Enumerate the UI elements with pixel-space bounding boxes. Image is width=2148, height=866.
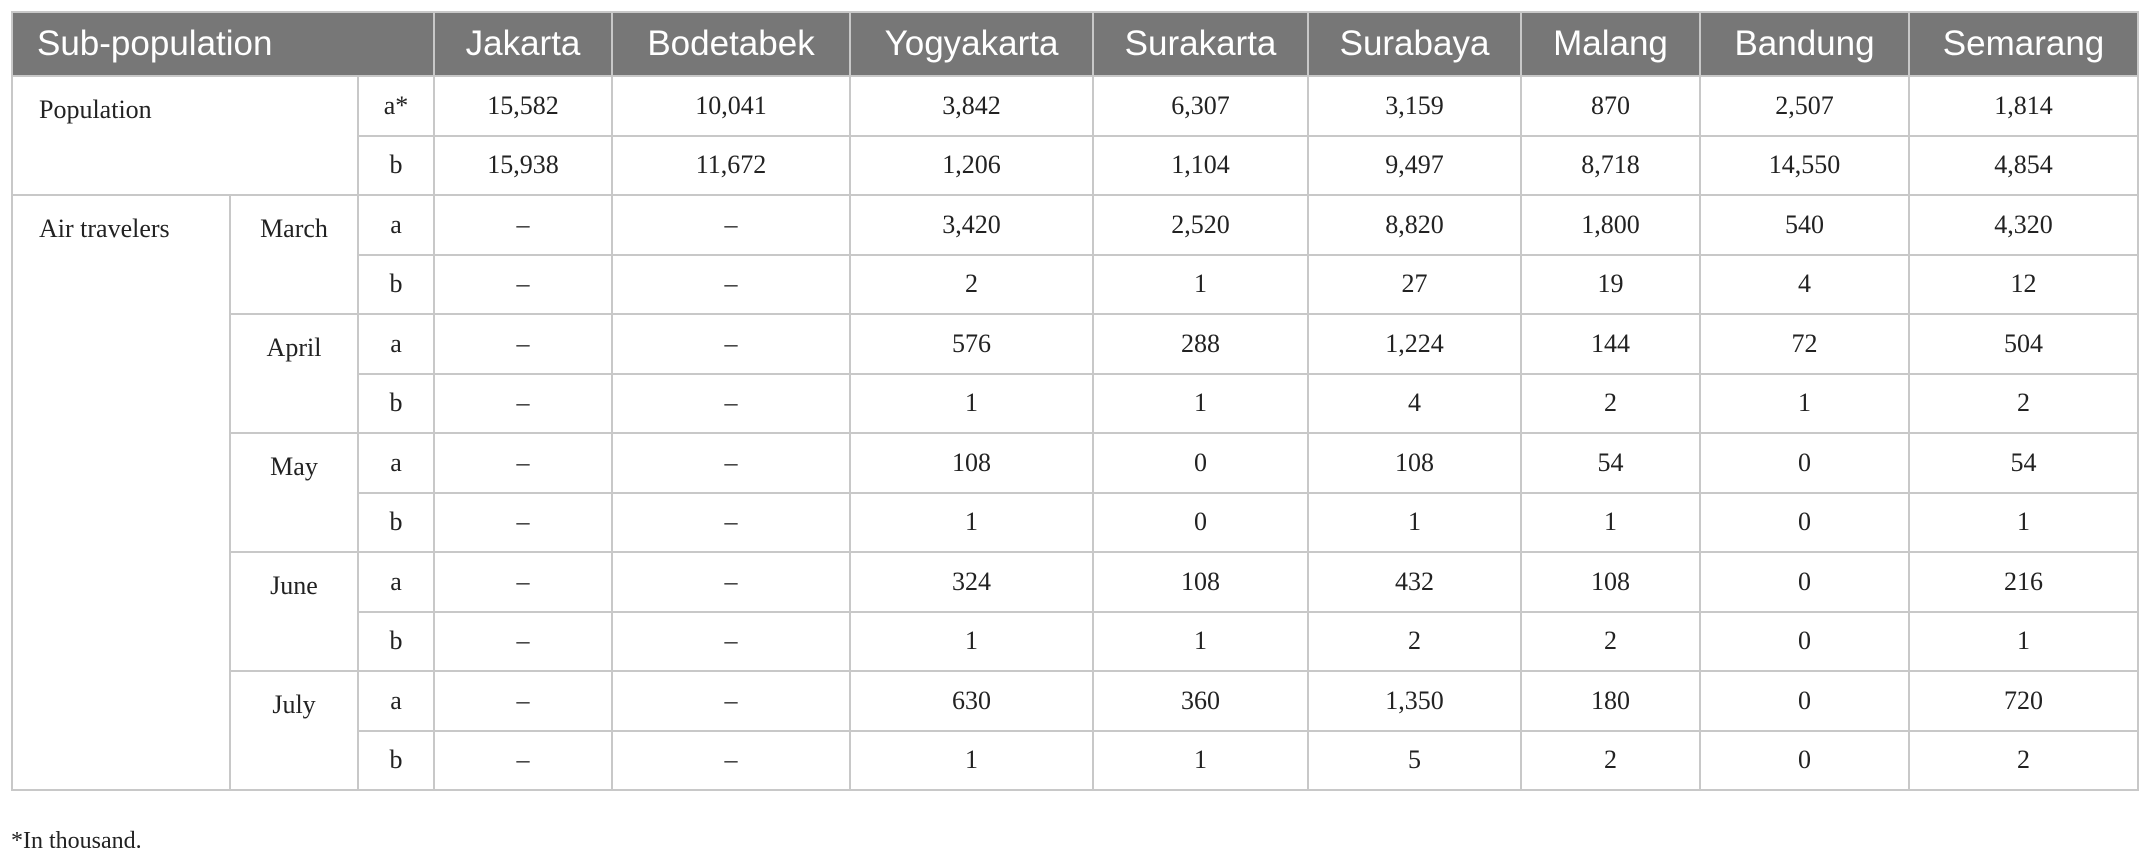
- sub-label: a: [358, 433, 434, 493]
- table-cell: –: [434, 433, 612, 493]
- sub-label: a: [358, 671, 434, 731]
- table-cell: 288: [1093, 314, 1308, 374]
- data-table: [11, 11, 2139, 791]
- table-cell: –: [612, 195, 850, 255]
- table-cell: 0: [1700, 493, 1909, 553]
- table-cell: –: [612, 731, 850, 791]
- header-city: Malang: [1521, 12, 1700, 76]
- table-cell: 12: [1909, 255, 2138, 315]
- table-cell: 5: [1308, 731, 1521, 791]
- table-cell: 1: [1093, 374, 1308, 434]
- table-cell: 540: [1700, 195, 1909, 255]
- sub-label: b: [358, 136, 434, 196]
- header-subpopulation: Sub-population: [12, 12, 434, 76]
- table-cell: 144: [1521, 314, 1700, 374]
- table-cell: 630: [850, 671, 1093, 731]
- table-cell: 0: [1700, 552, 1909, 612]
- table-cell: 1,350: [1308, 671, 1521, 731]
- table-cell: –: [612, 314, 850, 374]
- sub-label: a: [358, 552, 434, 612]
- table-cell: 2: [1909, 374, 2138, 434]
- sub-label: b: [358, 731, 434, 791]
- table-cell: 0: [1700, 731, 1909, 791]
- table-cell: 0: [1093, 493, 1308, 553]
- sub-label: a: [358, 314, 434, 374]
- table-cell: –: [434, 552, 612, 612]
- table-cell: 108: [850, 433, 1093, 493]
- table-cell: 576: [850, 314, 1093, 374]
- table-cell: 1: [850, 374, 1093, 434]
- table-cell: 1: [1909, 612, 2138, 672]
- sub-label: b: [358, 255, 434, 315]
- table-cell: 1: [1093, 255, 1308, 315]
- sub-label: b: [358, 612, 434, 672]
- month-label: June: [230, 552, 358, 671]
- table-cell: –: [612, 493, 850, 553]
- table-cell: 2: [850, 255, 1093, 315]
- table-cell: 4,320: [1909, 195, 2138, 255]
- table-cell: 1: [1093, 612, 1308, 672]
- table-cell: 3,842: [850, 76, 1093, 136]
- table-cell: 108: [1521, 552, 1700, 612]
- footnote: *In thousand.: [11, 828, 142, 854]
- table-row: [12, 76, 2138, 136]
- month-label: July: [230, 671, 358, 790]
- table-cell: 19: [1521, 255, 1700, 315]
- table-cell: –: [434, 671, 612, 731]
- table-row: [12, 671, 2138, 731]
- table-cell: 10,041: [612, 76, 850, 136]
- table-cell: –: [434, 731, 612, 791]
- table-cell: 2: [1909, 731, 2138, 791]
- air-travelers-label: Air travelers: [12, 195, 230, 790]
- table-cell: 9,497: [1308, 136, 1521, 196]
- header-row: [12, 12, 2138, 76]
- sub-label: b: [358, 374, 434, 434]
- table-cell: 1,800: [1521, 195, 1700, 255]
- table-cell: 8,820: [1308, 195, 1521, 255]
- table-cell: 1: [850, 612, 1093, 672]
- table-cell: 54: [1521, 433, 1700, 493]
- table-cell: 2: [1521, 374, 1700, 434]
- table-cell: 1: [1700, 374, 1909, 434]
- table-cell: 15,938: [434, 136, 612, 196]
- table-cell: 2,507: [1700, 76, 1909, 136]
- table-cell: 1: [1521, 493, 1700, 553]
- table-cell: 1: [1909, 493, 2138, 553]
- table-cell: 432: [1308, 552, 1521, 612]
- table-cell: 0: [1700, 671, 1909, 731]
- table-cell: 1,224: [1308, 314, 1521, 374]
- header-city: Surakarta: [1093, 12, 1308, 76]
- sub-label: a*: [358, 76, 434, 136]
- table-cell: 8,718: [1521, 136, 1700, 196]
- table-row: [12, 314, 2138, 374]
- sub-label: a: [358, 195, 434, 255]
- table-cell: 1: [1308, 493, 1521, 553]
- table-cell: 3,159: [1308, 76, 1521, 136]
- table-cell: –: [434, 195, 612, 255]
- table-cell: –: [612, 671, 850, 731]
- table-cell: 108: [1093, 552, 1308, 612]
- table-cell: 360: [1093, 671, 1308, 731]
- table-cell: 504: [1909, 314, 2138, 374]
- table-cell: 720: [1909, 671, 2138, 731]
- month-label: April: [230, 314, 358, 433]
- table-cell: 11,672: [612, 136, 850, 196]
- table-cell: 72: [1700, 314, 1909, 374]
- table-body: [12, 76, 2138, 790]
- table-cell: –: [612, 612, 850, 672]
- header-city: Semarang: [1909, 12, 2138, 76]
- table-cell: –: [612, 552, 850, 612]
- header-city: Bandung: [1700, 12, 1909, 76]
- table-cell: 0: [1700, 612, 1909, 672]
- table-cell: 2,520: [1093, 195, 1308, 255]
- table-cell: 15,582: [434, 76, 612, 136]
- table-cell: 1,206: [850, 136, 1093, 196]
- header-city: Yogyakarta: [850, 12, 1093, 76]
- table-cell: 3,420: [850, 195, 1093, 255]
- table-cell: 1,104: [1093, 136, 1308, 196]
- table-cell: –: [612, 433, 850, 493]
- table-cell: 2: [1521, 731, 1700, 791]
- table-cell: 4: [1700, 255, 1909, 315]
- table-cell: 216: [1909, 552, 2138, 612]
- table-cell: –: [612, 374, 850, 434]
- table-cell: 1,814: [1909, 76, 2138, 136]
- table-cell: 0: [1093, 433, 1308, 493]
- table-cell: 870: [1521, 76, 1700, 136]
- table-cell: 180: [1521, 671, 1700, 731]
- sub-label: b: [358, 493, 434, 553]
- table-cell: 4: [1308, 374, 1521, 434]
- table-cell: 1: [850, 493, 1093, 553]
- month-label: March: [230, 195, 358, 314]
- table-cell: 108: [1308, 433, 1521, 493]
- table-cell: –: [434, 612, 612, 672]
- header-city: Bodetabek: [612, 12, 850, 76]
- table-cell: 1: [850, 731, 1093, 791]
- table-cell: –: [434, 493, 612, 553]
- table-cell: 14,550: [1700, 136, 1909, 196]
- data-table-container: [11, 11, 2137, 791]
- table-cell: 54: [1909, 433, 2138, 493]
- table-cell: 0: [1700, 433, 1909, 493]
- table-cell: –: [434, 255, 612, 315]
- header-city: Surabaya: [1308, 12, 1521, 76]
- header-city: Jakarta: [434, 12, 612, 76]
- table-cell: 4,854: [1909, 136, 2138, 196]
- table-cell: 27: [1308, 255, 1521, 315]
- table-cell: 1: [1093, 731, 1308, 791]
- table-cell: –: [434, 314, 612, 374]
- month-label: May: [230, 433, 358, 552]
- table-row: [12, 552, 2138, 612]
- table-cell: –: [434, 374, 612, 434]
- table-cell: 6,307: [1093, 76, 1308, 136]
- table-cell: 2: [1308, 612, 1521, 672]
- table-row: [12, 195, 2138, 255]
- population-label: Population: [12, 76, 358, 195]
- table-cell: 324: [850, 552, 1093, 612]
- table-cell: –: [612, 255, 850, 315]
- table-row: [12, 433, 2138, 493]
- table-cell: 2: [1521, 612, 1700, 672]
